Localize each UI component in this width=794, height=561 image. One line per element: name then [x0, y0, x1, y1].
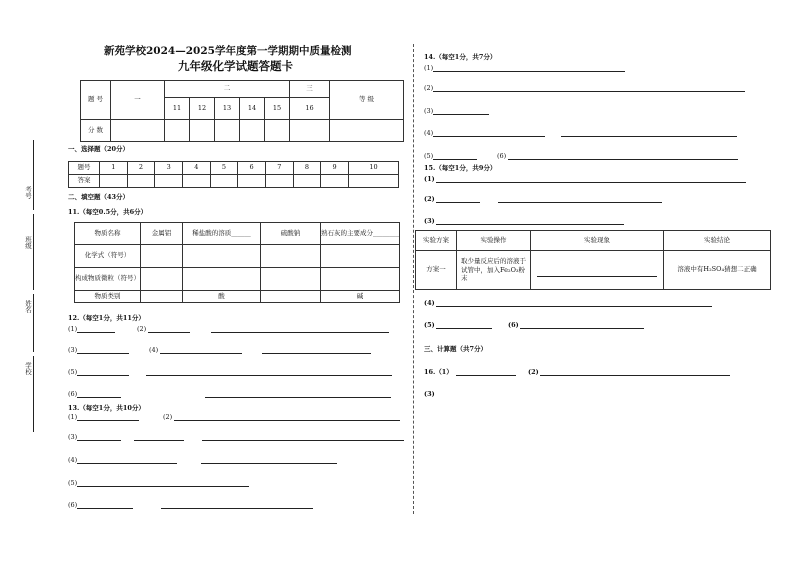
choice-num: 1 — [100, 162, 128, 175]
q15-blank[interactable] — [436, 328, 492, 329]
side-line-banji[interactable] — [33, 214, 34, 290]
section3-heading: 三、计算题（共7分） — [424, 345, 488, 353]
q14-blank[interactable] — [433, 159, 477, 160]
q15-blank[interactable] — [436, 182, 746, 183]
exp-h0: 实验方案 — [416, 231, 457, 251]
q16-label-3: (3) — [424, 390, 435, 398]
q14-label: (5) — [424, 152, 434, 160]
column-divider — [413, 44, 414, 514]
choice-answer-cell[interactable] — [155, 175, 183, 188]
q14-blank[interactable] — [433, 91, 745, 92]
score-cell[interactable] — [215, 119, 240, 141]
score-cell[interactable] — [165, 119, 190, 141]
choice-answer-cell[interactable] — [321, 175, 349, 188]
q12-blank[interactable] — [77, 397, 121, 398]
exam-title: 新苑学校2024—2025学年度第一学期期中质量检测 — [104, 45, 352, 57]
q12-label: (5) — [68, 368, 78, 376]
q12-label: (3) — [68, 346, 78, 354]
q14-label: (3) — [424, 107, 434, 115]
q13-label: (1) — [68, 413, 78, 421]
side-line-xuexiao[interactable] — [33, 356, 34, 432]
choice-answer-cell[interactable] — [265, 175, 293, 188]
q13-label: (4) — [68, 456, 78, 464]
q11-cell[interactable] — [261, 245, 321, 268]
choice-answer-cell[interactable] — [210, 175, 238, 188]
q13-label: (3) — [68, 433, 78, 441]
q11-h0: 物质名称 — [75, 223, 141, 245]
side-label-kaohao: 考号 — [24, 186, 32, 199]
q11-cell[interactable] — [321, 268, 400, 291]
q11-r3: 物质类别 — [75, 291, 141, 303]
score-cell[interactable] — [111, 119, 165, 141]
score-cell[interactable] — [240, 119, 265, 141]
choice-label-q: 题号 — [69, 162, 100, 175]
choice-answer-cell[interactable] — [293, 175, 321, 188]
q15-blank[interactable] — [520, 328, 644, 329]
q15-label: (2) — [424, 195, 435, 203]
exp-h3: 实验结论 — [664, 231, 771, 251]
q13-label: (2) — [163, 413, 173, 421]
q11-table — [74, 222, 400, 303]
score-table-label-score: 分 数 — [81, 119, 111, 141]
q12-blank[interactable] — [77, 353, 129, 354]
section1-heading: 一、选择题（20分） — [68, 145, 130, 153]
q13-heading: 13.（每空1分，共10分） — [68, 404, 145, 412]
q15-blank[interactable] — [436, 306, 712, 307]
q14-blank[interactable] — [508, 159, 738, 160]
q11-cell[interactable] — [261, 291, 321, 303]
q13-label: (6) — [68, 501, 78, 509]
q11-h2: 稀盐酸的溶质______ — [183, 223, 261, 245]
side-line-kaohao[interactable] — [33, 140, 34, 210]
score-table-sub: 16 — [290, 98, 330, 119]
choice-answer-cell[interactable] — [100, 175, 128, 188]
choice-num: 2 — [127, 162, 155, 175]
exp-r0: 方案一 — [416, 251, 457, 290]
q15-label: (3) — [424, 217, 435, 225]
q13-blank[interactable] — [77, 463, 177, 464]
q13-label: (5) — [68, 479, 78, 487]
q11-acid: 酸 — [183, 291, 261, 303]
q13-blank[interactable] — [77, 486, 249, 487]
q13-blank[interactable] — [202, 440, 404, 441]
q15-label: (4) — [424, 299, 435, 307]
q11-r1: 化学式（符号） — [75, 245, 141, 268]
exp-phenomenon-cell[interactable] — [531, 251, 664, 290]
q12-heading: 12.（每空1分，共11分） — [68, 314, 145, 322]
score-table-sub: 14 — [240, 98, 265, 119]
exp-h2: 实验现象 — [531, 231, 664, 251]
exp-r1: 取少量反应后的溶液于试管中，加入Fe₂O₃粉末 — [457, 251, 531, 290]
score-cell[interactable] — [265, 119, 290, 141]
q13-blank[interactable] — [161, 508, 313, 509]
choice-label-a: 答案 — [69, 175, 100, 188]
side-label-xuexiao: 学校 — [24, 362, 32, 375]
q15-blank[interactable] — [436, 202, 480, 203]
q12-blank[interactable] — [146, 375, 392, 376]
score-table-label-qnum: 题 号 — [81, 81, 111, 120]
choice-table — [68, 161, 399, 188]
q12-blank[interactable] — [211, 332, 389, 333]
choice-num: 5 — [210, 162, 238, 175]
score-cell[interactable] — [330, 119, 404, 141]
q11-cell[interactable] — [141, 291, 183, 303]
q15-blank[interactable] — [436, 224, 624, 225]
choice-answer-cell[interactable] — [348, 175, 398, 188]
q16-blank[interactable] — [456, 375, 516, 376]
q16-blank[interactable] — [540, 375, 730, 376]
score-cell[interactable] — [290, 119, 330, 141]
q15-label: (1) — [424, 175, 435, 183]
choice-num: 10 — [348, 162, 398, 175]
q12-label: (6) — [68, 390, 78, 398]
q13-blank[interactable] — [134, 440, 184, 441]
q14-label: (1) — [424, 64, 434, 72]
q12-label: (2) — [137, 325, 147, 333]
score-table-sec2: 二 — [165, 81, 290, 98]
q15-label: (6) — [508, 321, 519, 329]
q11-h3: 硫酸钠 — [261, 223, 321, 245]
q11-cell[interactable] — [183, 268, 261, 291]
score-cell[interactable] — [190, 119, 215, 141]
choice-num: 6 — [238, 162, 266, 175]
section2-heading: 二、填空题（43分） — [68, 193, 130, 201]
choice-num: 7 — [265, 162, 293, 175]
score-table-grade: 等 级 — [330, 81, 404, 120]
experiment-table — [415, 230, 771, 290]
score-table — [80, 80, 404, 142]
q12-label: (4) — [149, 346, 159, 354]
q11-cell[interactable] — [183, 245, 261, 268]
side-label-banji: 班级 — [24, 236, 32, 249]
score-table-sub: 12 — [190, 98, 215, 119]
q12-label: (1) — [68, 325, 78, 333]
q11-h1: 金属铝 — [141, 223, 183, 245]
q12-blank[interactable] — [205, 397, 391, 398]
q11-r2: 构成物质微粒（符号） — [75, 268, 141, 291]
q15-blank[interactable] — [498, 202, 662, 203]
q14-label: (2) — [424, 84, 434, 92]
q11-h4: 熟石灰的主要成分________ — [321, 223, 400, 245]
q14-blank[interactable] — [433, 136, 545, 137]
q11-cell[interactable] — [261, 268, 321, 291]
side-label-xingming: 姓名 — [24, 300, 32, 313]
q12-blank[interactable] — [262, 353, 371, 354]
q14-blank[interactable] — [433, 71, 625, 72]
q14-label: (4) — [424, 129, 434, 137]
q11-cell[interactable] — [321, 245, 400, 268]
choice-num: 3 — [155, 162, 183, 175]
q12-blank[interactable] — [77, 332, 115, 333]
q14-label: (6) — [497, 152, 507, 160]
q12-blank[interactable] — [160, 353, 242, 354]
q13-blank[interactable] — [201, 463, 337, 464]
choice-answer-cell[interactable] — [127, 175, 155, 188]
exp-phenomenon-blank[interactable] — [537, 276, 657, 277]
q12-blank[interactable] — [77, 375, 129, 376]
q13-blank[interactable] — [174, 420, 400, 421]
choice-num: 4 — [182, 162, 210, 175]
choice-num: 8 — [293, 162, 321, 175]
exp-r3: 溶液中有H₂SO₄猜想二正确 — [664, 251, 771, 290]
choice-answer-cell[interactable] — [182, 175, 210, 188]
q11-cell[interactable] — [141, 245, 183, 268]
q15-heading: 15.（每空1分，共9分） — [424, 164, 497, 172]
score-table-sub: 15 — [265, 98, 290, 119]
score-table-sec1: 一 — [111, 81, 165, 120]
q14-blank[interactable] — [561, 136, 737, 137]
q14-blank[interactable] — [433, 114, 489, 115]
score-table-sec3: 三 — [290, 81, 330, 98]
q11-base: 碱 — [321, 291, 400, 303]
choice-num: 9 — [321, 162, 349, 175]
q13-blank[interactable] — [77, 508, 133, 509]
q11-cell[interactable] — [141, 268, 183, 291]
q13-blank[interactable] — [77, 440, 121, 441]
q14-heading: 14.（每空1分，共7分） — [424, 53, 497, 61]
exp-h1: 实验操作 — [457, 231, 531, 251]
score-table-sub: 11 — [165, 98, 190, 119]
q12-blank[interactable] — [148, 332, 190, 333]
q11-heading: 11.（每空0.5分，共6分） — [68, 208, 148, 216]
side-line-xingming[interactable] — [33, 294, 34, 352]
q13-blank[interactable] — [77, 420, 139, 421]
exam-subtitle: 九年级化学试题答题卡 — [178, 59, 293, 73]
score-table-sub: 13 — [215, 98, 240, 119]
choice-answer-cell[interactable] — [238, 175, 266, 188]
q15-label: (5) — [424, 321, 435, 329]
q16-label-2: (2) — [528, 368, 539, 376]
q16-label: 16.（1） — [424, 368, 453, 376]
